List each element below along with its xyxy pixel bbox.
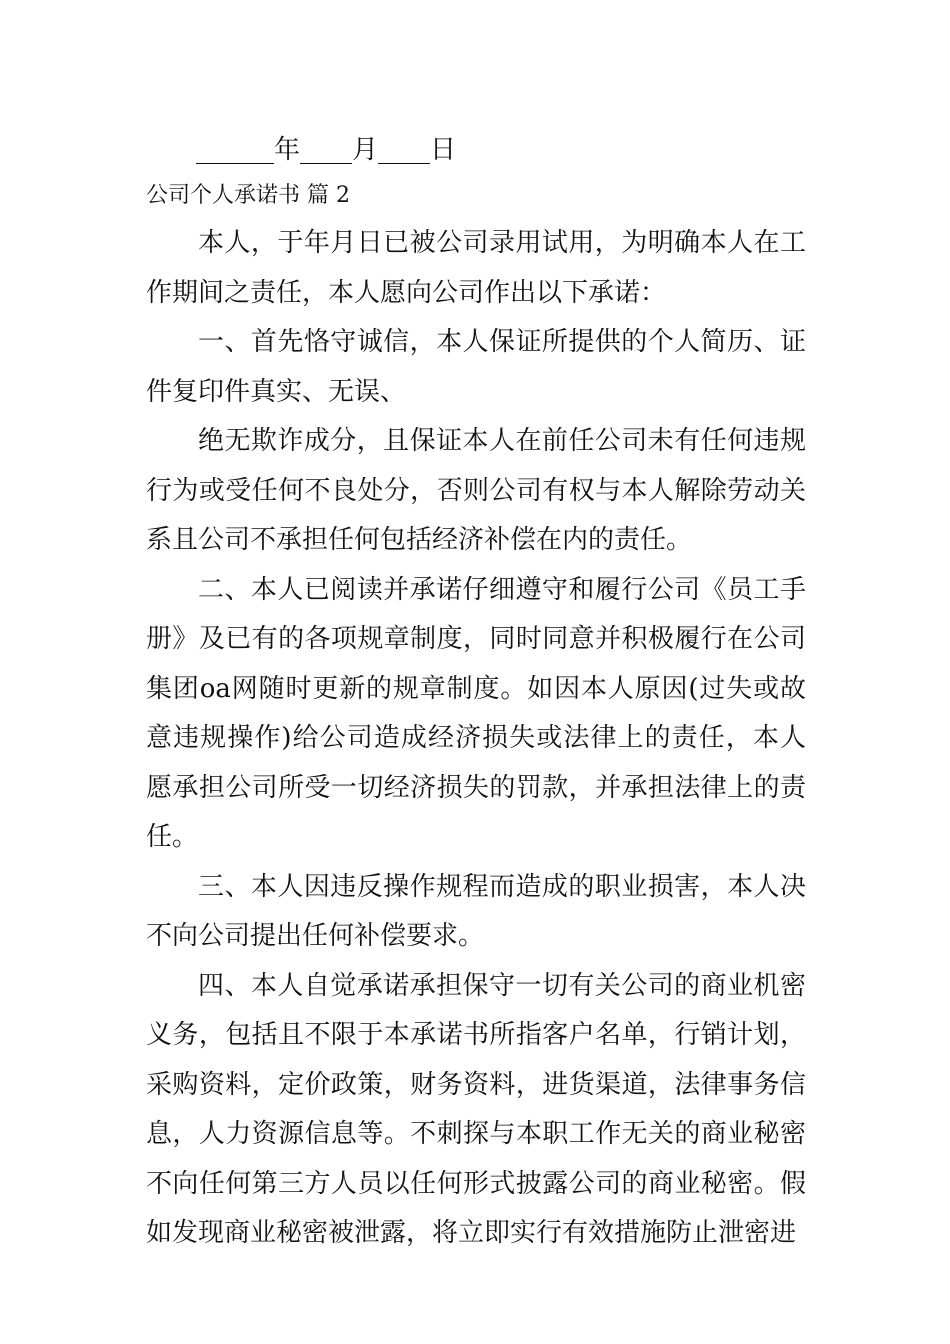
document-body (146, 127, 806, 1259)
date-line: ______年____月____日 (196, 135, 457, 165)
paragraph-clause-4: 四、本人自觉承诺承担保守一切有关公司的商业机密义务，包括且不限于本承诺书所指客户名单，行销计划，采购资料，定价政策，财务资料，进货渠道，法律事务信息，人力资源信息等。不刺探与本职工作无关的商业秘密不向任何第三方人员以任何形式披露公司的商业秘密。假如发现商业秘密被泄露，将立即实行有效措施防止泄密进 (146, 970, 806, 1248)
paragraph-clause-1-cont: 绝无欺诈成分，且保证本人在前任公司未有任何违规行为或受任何不良处分，否则公司有权与本人解除劳动关系且公司不承担任何包括经济补偿在内的责任。 (146, 426, 806, 555)
paragraph-intro: 本人，于年月日已被公司录用试用，为明确本人在工作期间之责任，本人愿向公司作出以下承诺： (146, 228, 806, 308)
paragraph-clause-1: 一、首先恪守诚信，本人保证所提供的个人简历、证件复印件真实、无误、 (146, 327, 806, 407)
document-title: 公司个人承诺书 篇 2 (146, 183, 350, 208)
paragraph-clause-3: 三、本人因违反操作规程而造成的职业损害，本人决不向公司提出任何补偿要求。 (146, 871, 806, 951)
paragraph-clause-2: 二、本人已阅读并承诺仔细遵守和履行公司《员工手册》及已有的各项规章制度，同时同意并积极履行在公司集团oa网随时更新的规章制度。如因本人原因(过失或故意违规操作)给公司造成经济损失或法律上的责任，本人愿承担公司所受一切经济损失的罚款，并承担法律上的责任。 (146, 574, 806, 852)
